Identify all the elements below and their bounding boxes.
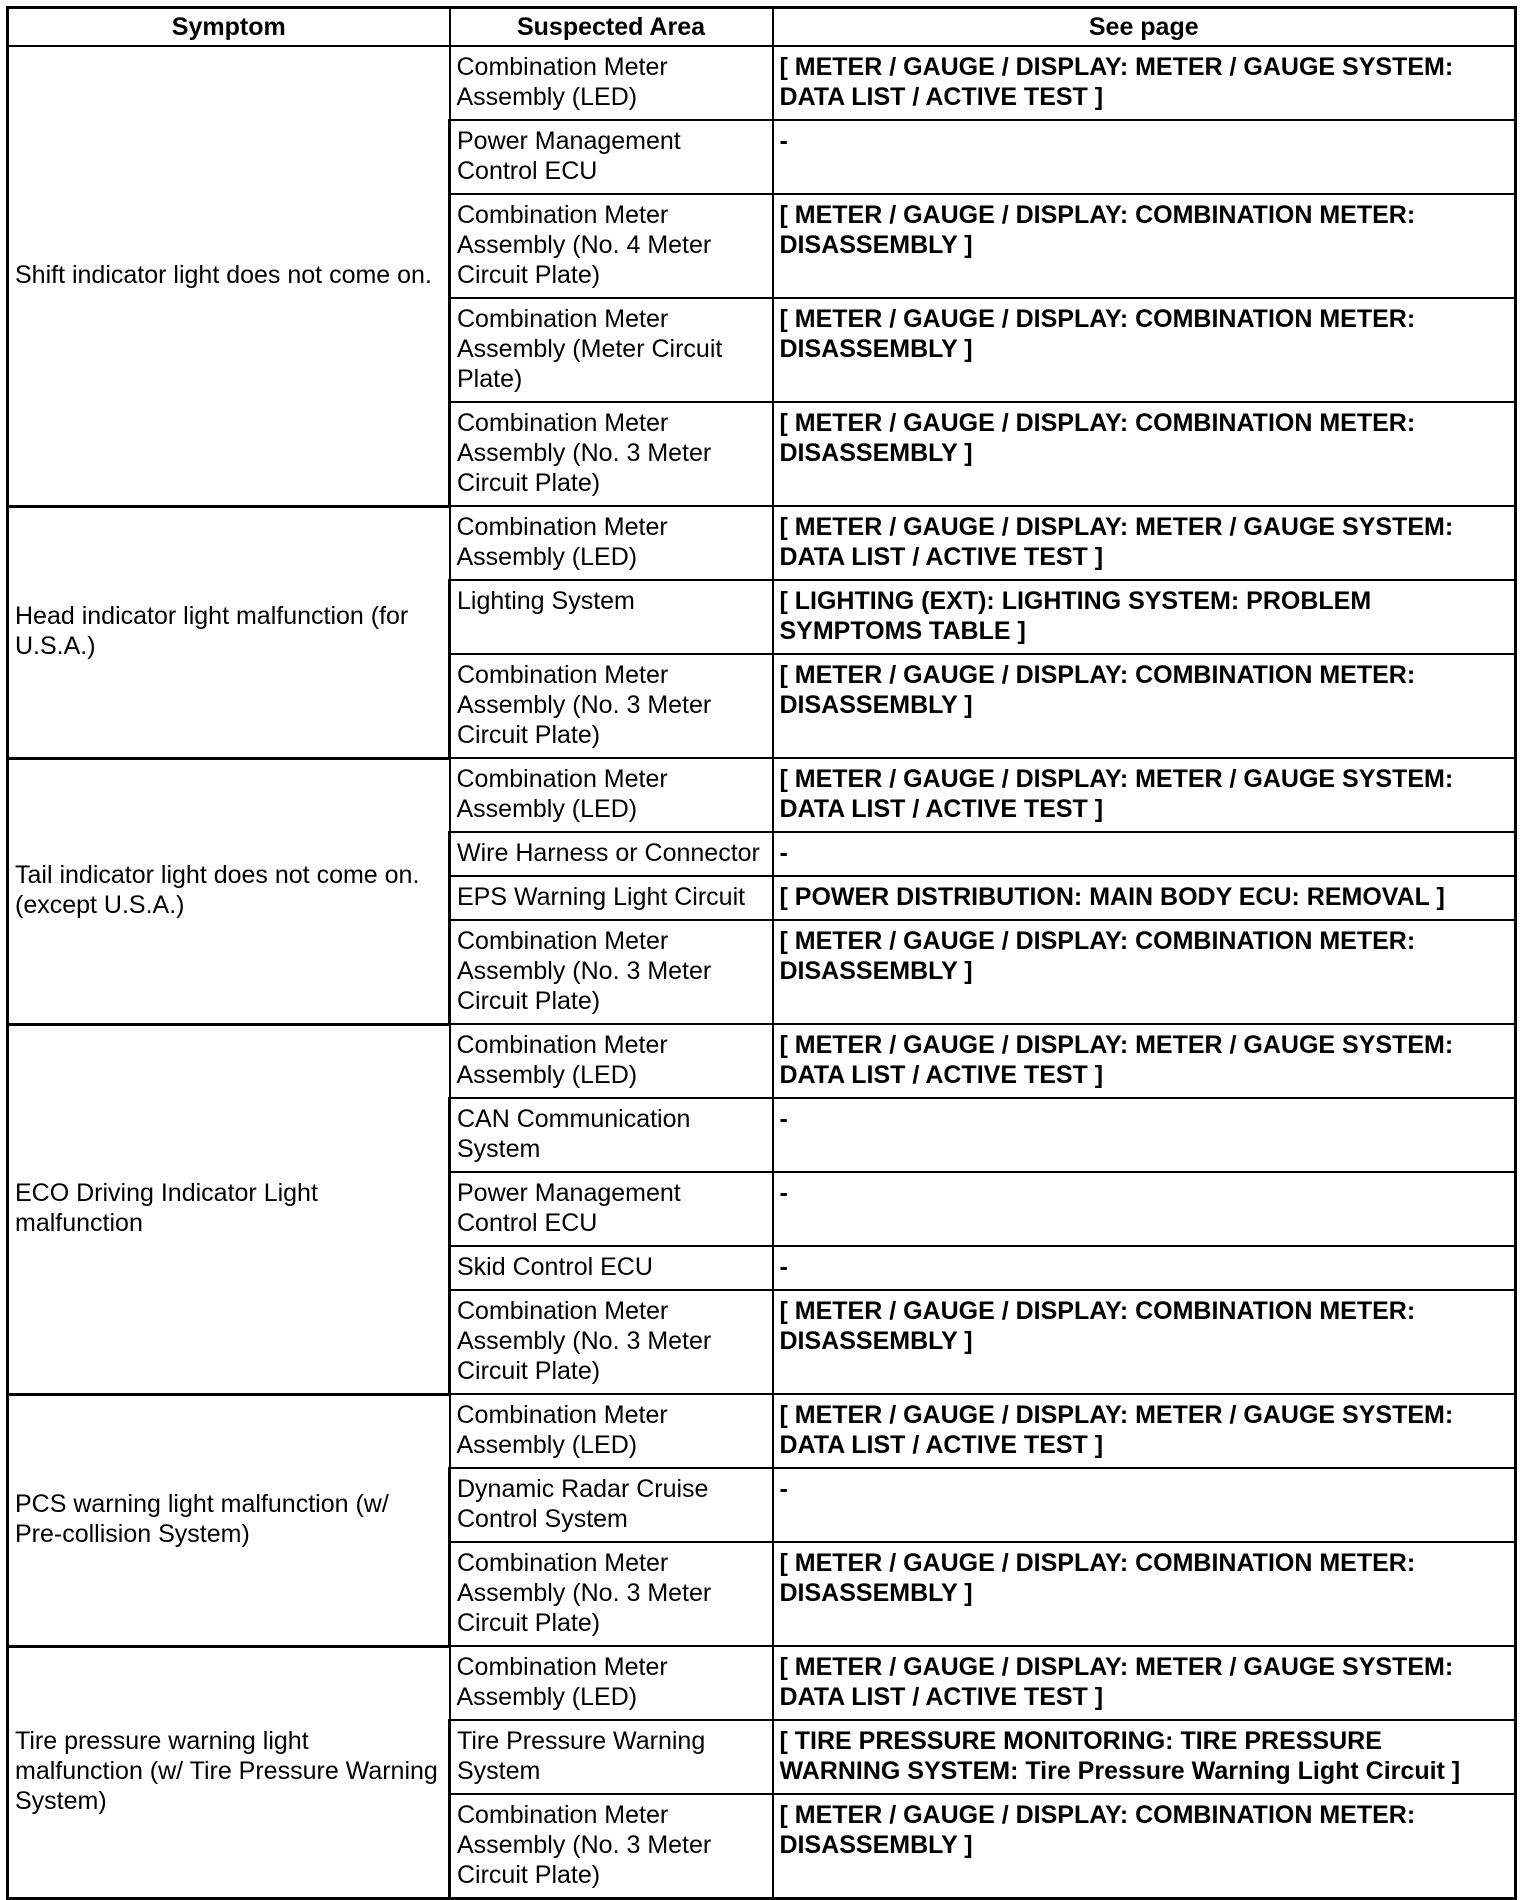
table-row	[8, 506, 1516, 580]
see-page-cell: -	[773, 832, 1516, 876]
suspected-area-cell: Combination Meter Assembly (LED)	[450, 1646, 773, 1720]
suspected-area-cell: Combination Meter Assembly (LED)	[450, 506, 773, 580]
suspected-area-cell: Power Management Control ECU	[450, 120, 773, 194]
symptom-cell: Shift indicator light does not come on.	[8, 46, 450, 506]
symptom-cell: Head indicator light malfunction (for U.S.A.)	[8, 506, 450, 758]
see-page-cell: [ METER / GAUGE / DISPLAY: COMBINATION METER: DISASSEMBLY ]	[773, 920, 1516, 1024]
suspected-area-cell: Combination Meter Assembly (LED)	[450, 758, 773, 832]
see-page-cell: [ TIRE PRESSURE MONITORING: TIRE PRESSURE WARNING SYSTEM: Tire Pressure Warning Light Circuit ]	[773, 1720, 1516, 1794]
see-page-cell: [ METER / GAUGE / DISPLAY: METER / GAUGE SYSTEM: DATA LIST / ACTIVE TEST ]	[773, 46, 1516, 120]
header-see-page: See page	[773, 8, 1516, 47]
see-page-cell: [ POWER DISTRIBUTION: MAIN BODY ECU: REMOVAL ]	[773, 876, 1516, 920]
symptom-cell: Tire pressure warning light malfunction (w/ Tire Pressure Warning System)	[8, 1646, 450, 1899]
see-page-cell: -	[773, 1468, 1516, 1542]
see-page-cell: [ METER / GAUGE / DISPLAY: COMBINATION METER: DISASSEMBLY ]	[773, 1542, 1516, 1646]
see-page-cell: [ METER / GAUGE / DISPLAY: COMBINATION METER: DISASSEMBLY ]	[773, 1794, 1516, 1899]
suspected-area-cell: Wire Harness or Connector	[450, 832, 773, 876]
see-page-cell: [ METER / GAUGE / DISPLAY: COMBINATION METER: DISASSEMBLY ]	[773, 194, 1516, 298]
problem-symptoms-table	[6, 6, 1517, 1900]
symptom-cell: ECO Driving Indicator Light malfunction	[8, 1024, 450, 1394]
suspected-area-cell: Combination Meter Assembly (Meter Circuit Plate)	[450, 298, 773, 402]
symptom-cell: Tail indicator light does not come on. (except U.S.A.)	[8, 758, 450, 1024]
suspected-area-cell: Combination Meter Assembly (No. 3 Meter Circuit Plate)	[450, 654, 773, 758]
table-row	[8, 758, 1516, 832]
suspected-area-cell: Combination Meter Assembly (No. 3 Meter Circuit Plate)	[450, 920, 773, 1024]
suspected-area-cell: Tire Pressure Warning System	[450, 1720, 773, 1794]
table-row	[8, 1646, 1516, 1720]
header-suspected-area: Suspected Area	[450, 8, 773, 47]
suspected-area-cell: Lighting System	[450, 580, 773, 654]
see-page-cell: [ METER / GAUGE / DISPLAY: METER / GAUGE SYSTEM: DATA LIST / ACTIVE TEST ]	[773, 758, 1516, 832]
suspected-area-cell: Power Management Control ECU	[450, 1172, 773, 1246]
see-page-cell: [ METER / GAUGE / DISPLAY: COMBINATION METER: DISASSEMBLY ]	[773, 298, 1516, 402]
suspected-area-cell: Skid Control ECU	[450, 1246, 773, 1290]
see-page-cell: -	[773, 1172, 1516, 1246]
see-page-cell: -	[773, 1246, 1516, 1290]
table-row	[8, 46, 1516, 120]
suspected-area-cell: Combination Meter Assembly (LED)	[450, 46, 773, 120]
see-page-cell: [ METER / GAUGE / DISPLAY: METER / GAUGE SYSTEM: DATA LIST / ACTIVE TEST ]	[773, 1646, 1516, 1720]
header-row	[8, 8, 1516, 47]
suspected-area-cell: Combination Meter Assembly (No. 3 Meter Circuit Plate)	[450, 402, 773, 506]
table-body	[8, 46, 1516, 1899]
symptom-cell: PCS warning light malfunction (w/ Pre-collision System)	[8, 1394, 450, 1646]
suspected-area-cell: Combination Meter Assembly (No. 3 Meter Circuit Plate)	[450, 1794, 773, 1899]
suspected-area-cell: Combination Meter Assembly (No. 3 Meter Circuit Plate)	[450, 1542, 773, 1646]
see-page-cell: -	[773, 120, 1516, 194]
see-page-cell: [ METER / GAUGE / DISPLAY: METER / GAUGE SYSTEM: DATA LIST / ACTIVE TEST ]	[773, 1024, 1516, 1098]
see-page-cell: [ METER / GAUGE / DISPLAY: COMBINATION METER: DISASSEMBLY ]	[773, 1290, 1516, 1394]
see-page-cell: [ METER / GAUGE / DISPLAY: METER / GAUGE SYSTEM: DATA LIST / ACTIVE TEST ]	[773, 1394, 1516, 1468]
see-page-cell: [ LIGHTING (EXT): LIGHTING SYSTEM: PROBLEM SYMPTOMS TABLE ]	[773, 580, 1516, 654]
table-row	[8, 1394, 1516, 1468]
see-page-cell: -	[773, 1098, 1516, 1172]
suspected-area-cell: Combination Meter Assembly (LED)	[450, 1024, 773, 1098]
suspected-area-cell: Combination Meter Assembly (LED)	[450, 1394, 773, 1468]
table-row	[8, 1024, 1516, 1098]
header-symptom: Symptom	[8, 8, 450, 47]
suspected-area-cell: Combination Meter Assembly (No. 4 Meter Circuit Plate)	[450, 194, 773, 298]
suspected-area-cell: Dynamic Radar Cruise Control System	[450, 1468, 773, 1542]
suspected-area-cell: Combination Meter Assembly (No. 3 Meter Circuit Plate)	[450, 1290, 773, 1394]
see-page-cell: [ METER / GAUGE / DISPLAY: METER / GAUGE SYSTEM: DATA LIST / ACTIVE TEST ]	[773, 506, 1516, 580]
suspected-area-cell: CAN Communication System	[450, 1098, 773, 1172]
see-page-cell: [ METER / GAUGE / DISPLAY: COMBINATION METER: DISASSEMBLY ]	[773, 402, 1516, 506]
suspected-area-cell: EPS Warning Light Circuit	[450, 876, 773, 920]
see-page-cell: [ METER / GAUGE / DISPLAY: COMBINATION METER: DISASSEMBLY ]	[773, 654, 1516, 758]
